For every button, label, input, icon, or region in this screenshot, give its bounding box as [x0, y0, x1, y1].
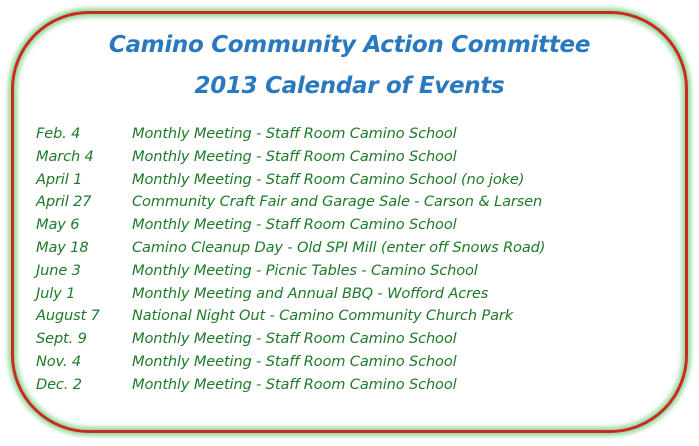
page-subtitle: 2013 Calendar of Events	[194, 73, 505, 99]
event-description: Community Craft Fair and Garage Sale - Carson & Larsen	[132, 193, 543, 211]
event-row	[36, 374, 545, 397]
event-description: Monthly Meeting - Picnic Tables - Camino School	[132, 261, 478, 279]
page-title: Camino Community Action Committee	[108, 32, 591, 58]
event-description: National Night Out - Camino Community Church Park	[132, 307, 514, 325]
event-row	[36, 123, 545, 146]
events-list	[36, 123, 545, 397]
event-row	[36, 146, 545, 169]
event-row	[36, 169, 545, 192]
event-row	[36, 351, 545, 374]
event-date: Feb. 4	[36, 125, 81, 142]
event-description: Monthly Meeting and Annual BBQ - Wofford Acres	[132, 284, 489, 302]
event-description: Monthly Meeting - Staff Room Camino School	[132, 147, 457, 165]
event-description: Camino Cleanup Day - Old SPI Mill (enter off Snows Road)	[132, 238, 546, 256]
event-row	[36, 191, 545, 214]
event-date: Dec. 2	[36, 375, 82, 393]
event-description: Monthly Meeting - Staff Room Camino School	[132, 375, 457, 393]
event-date: March 4	[36, 147, 94, 165]
event-date: May 6	[36, 216, 80, 234]
event-row	[36, 260, 545, 283]
event-date: June 3	[36, 261, 81, 279]
event-row	[36, 283, 545, 306]
event-description: Monthly Meeting - Staff Room Camino School	[132, 125, 457, 142]
event-row	[36, 328, 545, 351]
event-description: Monthly Meeting - Staff Room Camino School	[132, 216, 457, 234]
event-description: Monthly Meeting - Staff Room Camino School	[132, 352, 457, 370]
event-description: Monthly Meeting - Staff Room Camino School (no joke)	[132, 170, 525, 188]
event-date: Nov. 4	[36, 352, 81, 370]
event-date: July 1	[36, 284, 76, 302]
event-row	[36, 305, 545, 328]
event-row	[36, 214, 545, 237]
event-date: April 27	[36, 193, 92, 211]
event-description: Monthly Meeting - Staff Room Camino School	[132, 330, 457, 348]
event-date: April 1	[36, 170, 83, 188]
event-date: August 7	[36, 307, 100, 325]
event-date: Sept. 9	[36, 330, 87, 348]
event-date: May 18	[36, 238, 89, 256]
event-row	[36, 237, 545, 260]
